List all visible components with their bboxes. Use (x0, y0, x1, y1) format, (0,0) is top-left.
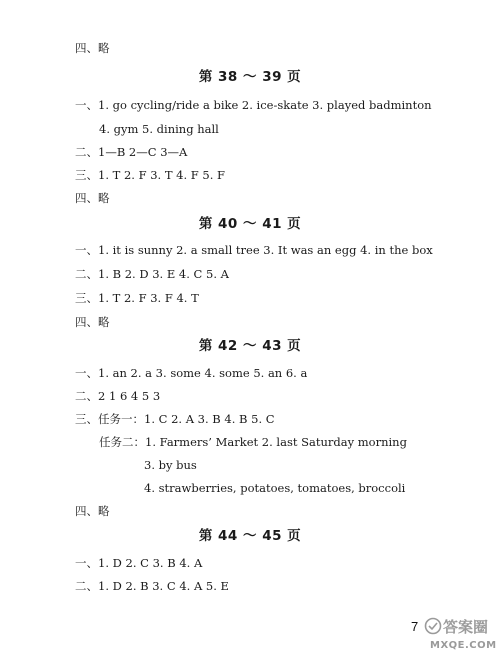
answer-line: 二、1—B 2—C 3—A (75, 145, 188, 159)
watermark-title: 答案圈 (443, 618, 489, 636)
answer-line: 二、2 1 6 4 5 3 (75, 389, 161, 403)
answer-line: 二、1. D 2. B 3. C 4. A 5. E (75, 579, 229, 593)
answer-line: 四、略 (75, 504, 110, 518)
watermark-icon (424, 612, 500, 652)
section-heading: 第 38 ～ 39 页 (198, 69, 302, 85)
top-item: 四、略 (75, 41, 110, 55)
answer-line: 一、1. D 2. C 3. B 4. A (75, 556, 203, 570)
answer-line: 三、1. T 2. F 3. F 4. T (75, 291, 199, 305)
answer-line: 4. gym 5. dining hall (99, 122, 219, 136)
watermark-logo (424, 612, 500, 652)
answer-line: 四、略 (75, 315, 110, 329)
answer-line: 二、1. B 2. D 3. E 4. C 5. A (75, 267, 229, 281)
answer-line: 4. strawberries, potatoes, tomatoes, broccoli (144, 481, 406, 495)
section-heading: 第 44 ～ 45 页 (198, 528, 302, 544)
watermark-url: MXQE.COM (430, 640, 497, 651)
answer-line: 三、1. T 2. F 3. T 4. F 5. F (75, 168, 226, 182)
page-number: 7 (411, 619, 419, 634)
answer-line: 一、1. go cycling/ride a bike 2. ice-skate 3. played badminton (75, 98, 432, 112)
answer-line: 三、任务一：1. C 2. A 3. B 4. B 5. C (75, 412, 275, 426)
answer-line: 3. by bus (144, 458, 197, 472)
answer-line: 四、略 (75, 191, 110, 205)
answer-line: 一、1. an 2. a 3. some 4. some 5. an 6. a (75, 366, 308, 380)
answer-line: 任务二：1. Farmers’ Market 2. last Saturday morning (99, 435, 407, 449)
section-heading: 第 42 ～ 43 页 (198, 338, 302, 354)
answer-line: 一、1. it is sunny 2. a small tree 3. It was an egg 4. in the box (75, 243, 433, 257)
section-heading: 第 40 ～ 41 页 (198, 216, 302, 232)
